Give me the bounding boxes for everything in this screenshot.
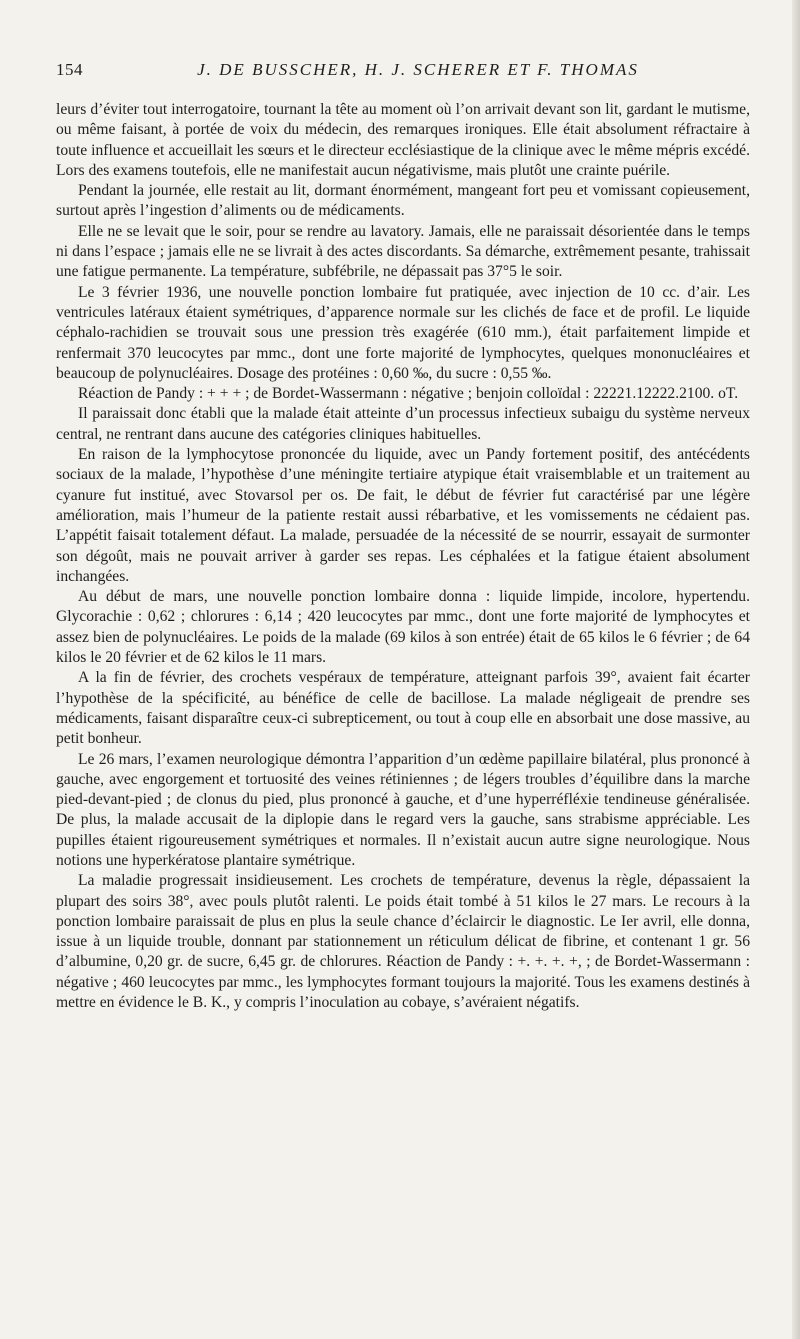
paragraph-1: leurs d’éviter tout interrogatoire, tournant la tête au moment où l’on arrivait devant son lit, gardant le mutisme, ou même faisant, à portée de voix du médecin, des remarques ironiques. Elle était absolument réfractaire à toute influence et accueillait les sœurs et le directeur ecclésiastique de la clinique avec le même mépris excédé. Lors des examens toutefois, elle ne manifestait aucun négativisme, mais plutôt une crainte puérile. [56, 101, 750, 179]
paragraph-6: Il paraissait donc établi que la malade était atteinte d’un processus infectieux subaigu du système nerveux central, ne rentrant dans aucune des catégories cliniques habituelles. [56, 405, 750, 443]
paragraph-8: Au début de mars, une nouvelle ponction lombaire donna : liquide limpide, incolore, hypertendu. Glycorachie : 0,62 ; chlorures : 6,14 ; 420 leucocytes par mmc., dont une forte majorité de lymphocytes et assez bien de polynucléaires. Le poids de la malade (69 kilos à son entrée) était de 65 kilos le 6 février ; de 64 kilos le 20 février et de 62 kilos le 11 mars. [56, 588, 750, 667]
paragraph-5: Réaction de Pandy : + + + ; de Bordet-Wassermann : négative ; benjoin colloïdal : 22221.12222.2100. oT. [78, 385, 739, 403]
paragraph-11: La maladie progressait insidieusement. Les crochets de température, devenus la règle, dépassaient la plupart des soirs 38°, avec pouls plutôt ralenti. Le poids était tombé à 51 kilos le 27 mars. Le recours à la ponction lombaire paraissait de plus en plus la seule chance d’éclaircir le diagnostic. Le Ier avril, elle donna, issue à un liquide trouble, donnant par stationnement un réticulum délicat de fibrine, et contenant 1 gr. 56 d’albumine, 0,20 gr. de sucre, 6,45 gr. de chlorures. Réaction de Pandy : +. +. +. +, ; de Bordet-Wassermann : négative ; 460 leucocytes par mmc., les lymphocytes formant toujours la majorité. Tous les examens destinés à mettre en évidence le B. K., y compris l’inoculation au cobaye, s’avéraient négatifs. [56, 872, 750, 1012]
body-text [56, 100, 750, 1013]
page-edge-shadow [792, 0, 800, 1339]
page-header [56, 60, 740, 84]
paragraph-10: Le 26 mars, l’examen neurologique démontra l’apparition d’un œdème papillaire bilatéral, plus prononcé à gauche, avec engorgement et tortuosité des veines rétiniennes ; de légers troubles d’équilibre dans la marche pied-devant-pied ; de clonus du pied, plus prononcé à gauche, et d’une hyperréfléxie tendineuse généralisée. De plus, la malade accusait de la diplopie dans le regard vers la gauche, sans strabisme appréciable. Les pupilles étaient rigoureusement symétriques et normales. Il n’existait aucun autre signe neurologique. Nous notions une hyperkératose plantaire symétrique. [56, 750, 750, 869]
paragraph-9: A la fin de février, des crochets vespéraux de température, atteignant parfois 39°, avaient fait écarter l’hypothèse de la spécificité, au bénéfice de celle de bacillose. La malade négligeait de prendre ses médicaments, faisant disparaître ceux-ci subrepticement, ou tout à coup elle en absorbait une dose massive, au petit bonheur. [56, 669, 750, 748]
page-number: 154 [56, 60, 83, 79]
paragraph-4: Le 3 février 1936, une nouvelle ponction lombaire fut pratiquée, avec injection de 10 cc. d’air. Les ventricules latéraux étaient symétriques, d’apparence normale sur les clichés de face et de profil. Le liquide céphalo-rachidien se trouvait sous une pression très exagérée (610 mm.), était parfaitement limpide et renfermait 370 leucocytes par mmc., dont une forte majorité de lymphocytes, quelques mononucléaires et beaucoup de polynucléaires. Dosage des protéines : 0,60 ‰, du sucre : 0,55 ‰. [56, 283, 750, 382]
paragraph-2: Pendant la journée, elle restait au lit, dormant énormément, mangeant fort peu et vomissant copieusement, surtout après l’ingestion d’aliments ou de médicaments. [56, 182, 750, 220]
paragraph-7: En raison de la lymphocytose prononcée du liquide, avec un Pandy fortement positif, des antécédents sociaux de la malade, l’hypothèse d’une méningite tertiaire atypique était vraisemblable et un traitement au cyanure fut institué, avec Stovarsol per os. De fait, le début de février fut caractérisé par une légère amélioration, mais l’humeur de la patiente restait aussi rébarbative, et les vomissements ne cédaient pas. L’appétit faisait totalement défaut. La malade, persuadée de la nécessité de se nourrir, essayait de surmonter son dégoût, mais ne pouvait arriver à garder ses repas. Les céphalées et la fatigue étaient absolument inchangées. [56, 446, 750, 585]
paragraph-3: Elle ne se levait que le soir, pour se rendre au lavatory. Jamais, elle ne paraissait désorientée dans le temps ni dans l’espace ; jamais elle ne se livrait à des actes discordants. Sa démarche, extrêmement pesante, trahissait une fatigue permanente. La température, subfébrile, ne dépassait pas 37°5 le soir. [56, 222, 750, 281]
running-title: J. DE BUSSCHER, H. J. SCHERER ET F. THOMAS [197, 60, 639, 79]
